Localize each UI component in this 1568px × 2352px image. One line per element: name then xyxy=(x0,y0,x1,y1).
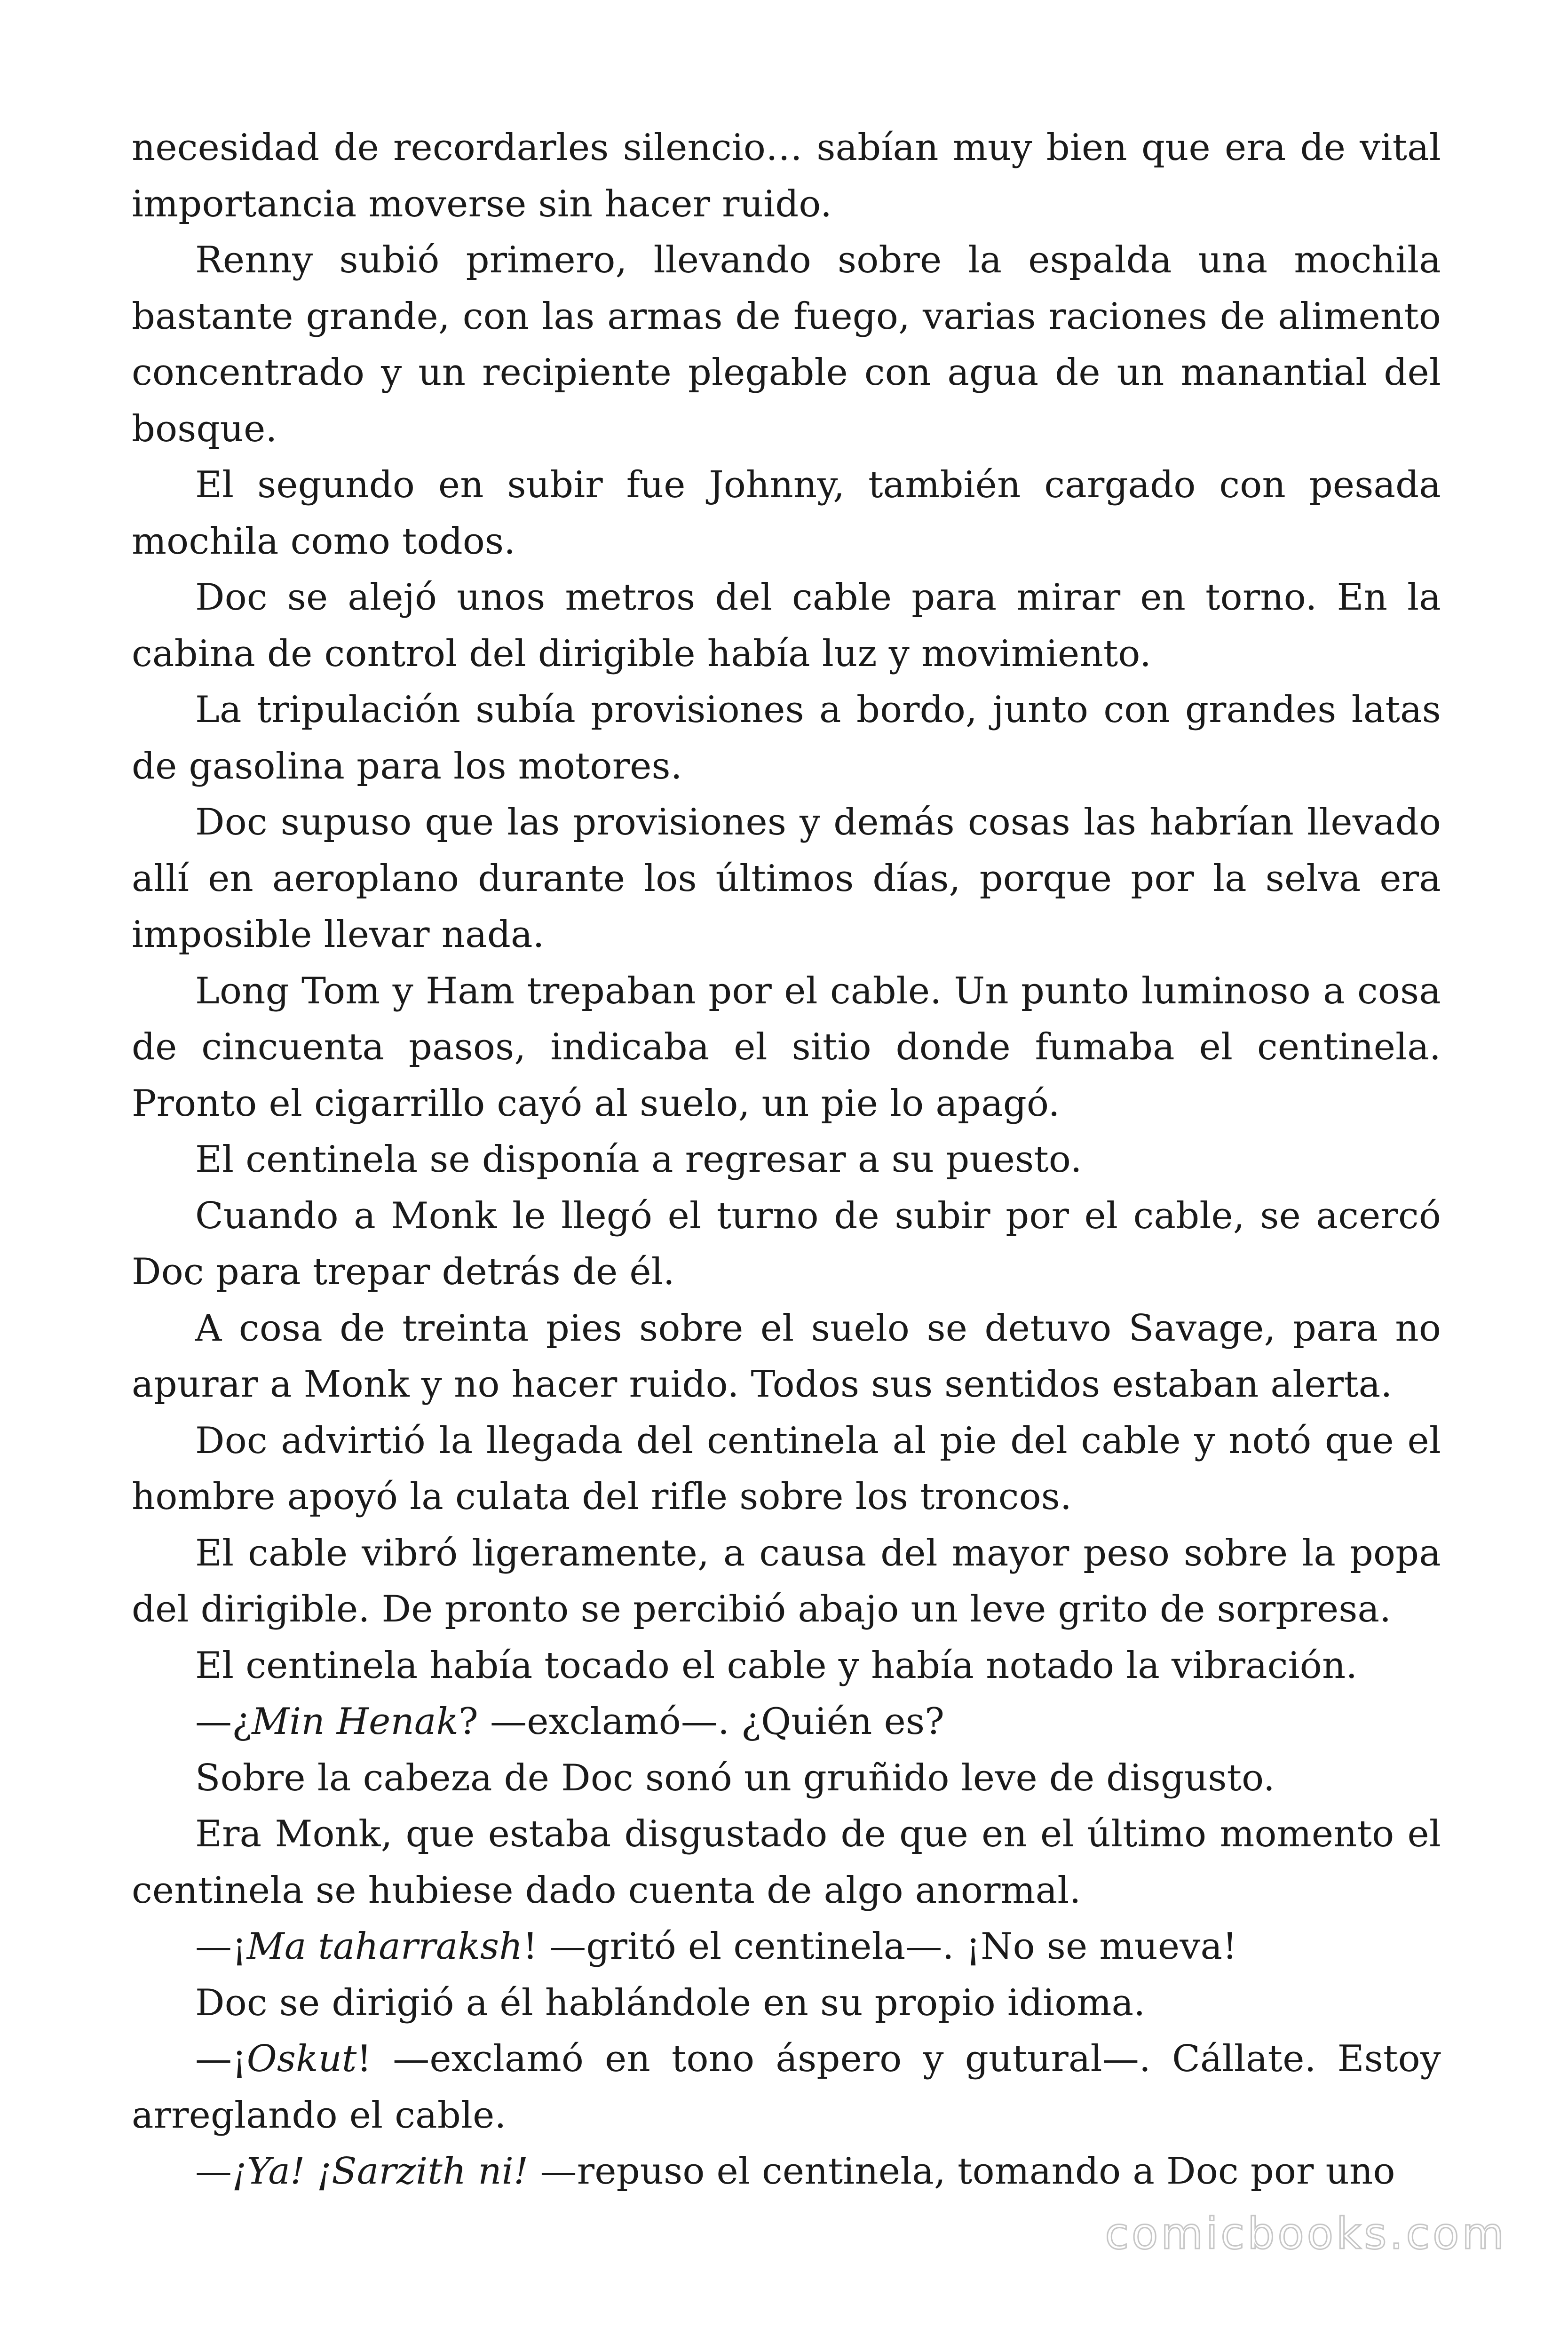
text-run: ! —gritó el centinela—. ¡No se mueva! xyxy=(523,1925,1237,1968)
paragraph xyxy=(132,1413,1441,1526)
text-run: Doc se dirigió a él hablándole en su propio idioma. xyxy=(195,1981,1146,2024)
text-run: Cuando a Monk le llegó el turno de subir por el cable, se acercó Doc para trepar detrás de él. xyxy=(132,1194,1441,1293)
paragraph xyxy=(132,232,1441,457)
dialogue-paragraph xyxy=(132,2031,1441,2144)
text-run: El centinela se disponía a regresar a su puesto. xyxy=(195,1138,1082,1181)
text-run: El cable vibró ligeramente, a causa del mayor peso sobre la popa del dirigible. De pronto se percibió abajo un leve grito de sorpresa. xyxy=(132,1532,1441,1630)
paragraph xyxy=(132,120,1441,232)
paragraph xyxy=(132,1750,1441,1807)
text-run: El segundo en subir fue Johnny, también cargado con pesada mochila como todos. xyxy=(132,464,1441,563)
paragraph xyxy=(132,795,1441,963)
text-run: — xyxy=(195,2150,232,2193)
text-run: —¡ xyxy=(195,2038,247,2080)
paragraph xyxy=(132,1806,1441,1919)
dialogue-paragraph xyxy=(132,1694,1441,1750)
text-run: Renny subió primero, llevando sobre la espalda una mochila bastante grande, con las armas de fuego, varias raciones de alimento concentrado y un recipiente plegable con agua de un manantial del bosque. xyxy=(132,239,1441,450)
paragraph xyxy=(132,1132,1441,1188)
dialogue-paragraph xyxy=(132,1919,1441,1975)
paragraph xyxy=(132,1188,1441,1301)
text-run: —¡ xyxy=(195,1925,247,1968)
paragraph xyxy=(132,1638,1441,1694)
text-run: —¿ xyxy=(195,1700,252,1743)
text-run: El centinela había tocado el cable y había notado la vibración. xyxy=(195,1644,1358,1687)
paragraph xyxy=(132,682,1441,795)
italic-phrase: ¡Ya! ¡Sarzith ni! xyxy=(232,2150,529,2193)
paragraph xyxy=(132,457,1441,570)
text-run: A cosa de treinta pies sobre el suelo se detuvo Savage, para no apurar a Monk y no hacer ruido. Todos sus sentidos estaban alerta. xyxy=(132,1307,1441,1406)
paragraph xyxy=(132,1975,1441,2032)
watermark: comicbooks.com xyxy=(1105,2209,1507,2259)
text-run: —repuso el centinela, tomando a Doc por uno xyxy=(528,2150,1395,2193)
text-run: Doc se alejó unos metros del cable para mirar en torno. En la cabina de control del dirigible había luz y movimiento. xyxy=(132,576,1441,675)
italic-phrase: Oskut xyxy=(246,2038,357,2080)
paragraph xyxy=(132,963,1441,1132)
dialogue-paragraph xyxy=(132,2144,1441,2200)
italic-phrase: Min Henak xyxy=(252,1700,459,1743)
book-page-text xyxy=(132,120,1441,2200)
text-run: Doc advirtió la llegada del centinela al pie del cable y notó que el hombre apoyó la culata del rifle sobre los troncos. xyxy=(132,1419,1441,1518)
paragraph xyxy=(132,1526,1441,1638)
text-run: ? —exclamó—. ¿Quién es? xyxy=(459,1700,945,1743)
text-run: necesidad de recordarles silencio… sabían muy bien que era de vital importancia moverse sin hacer ruido. xyxy=(132,127,1441,225)
text-run: Doc supuso que las provisiones y demás cosas las habrían llevado allí en aeroplano durante los últimos días, porque por la selva era imposible llevar nada. xyxy=(132,801,1441,956)
text-run: La tripulación subía provisiones a bordo, junto con grandes latas de gasolina para los motores. xyxy=(132,689,1441,787)
text-run: Era Monk, que estaba disgustado de que en el último momento el centinela se hubiese dado cuenta de algo anormal. xyxy=(132,1813,1441,1912)
paragraph xyxy=(132,1301,1441,1413)
paragraph xyxy=(132,570,1441,682)
text-run: Long Tom y Ham trepaban por el cable. Un punto luminoso a cosa de cincuenta pasos, indicaba el sitio donde fumaba el centinela. Pronto el cigarrillo cayó al suelo, un pie lo apagó. xyxy=(132,969,1441,1125)
italic-phrase: Ma taharraksh xyxy=(246,1925,523,1968)
text-run: Sobre la cabeza de Doc sonó un gruñido leve de disgusto. xyxy=(195,1756,1275,1799)
text-run: ! —exclamó en tono áspero y gutural—. Cállate. Estoy arreglando el cable. xyxy=(132,2038,1441,2137)
